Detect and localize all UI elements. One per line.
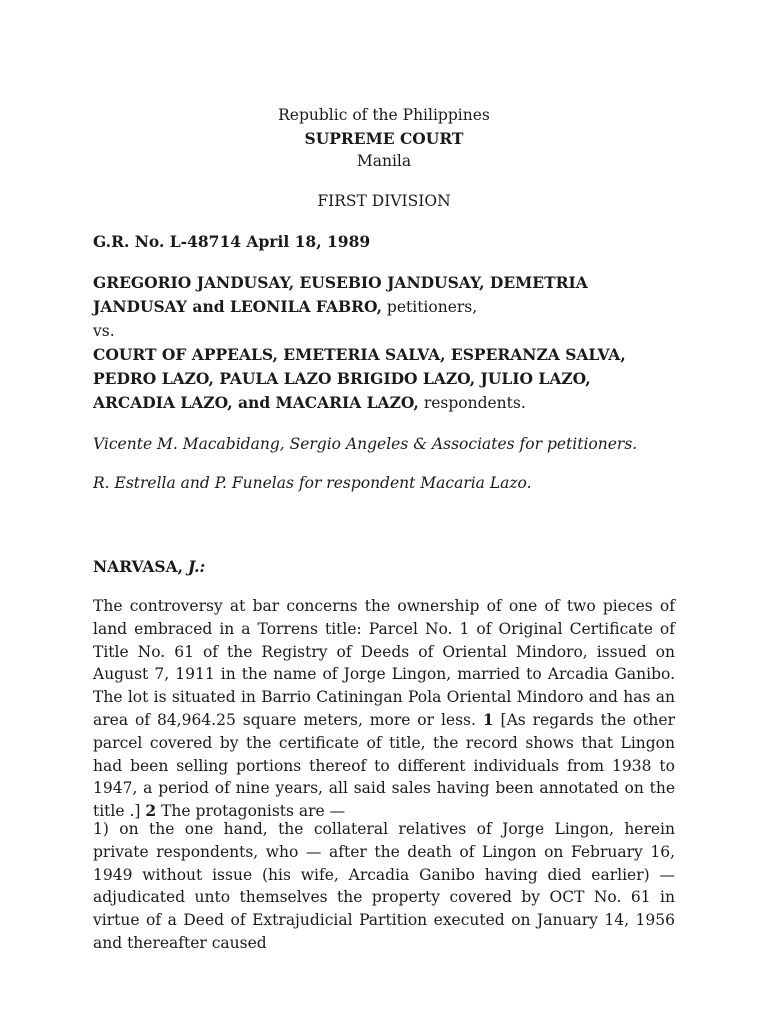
petitioners-names: GREGORIO JANDUSAY, EUSEBIO JANDUSAY, DEMETRIA JANDUSAY and LEONILA FABRO,	[93, 273, 588, 316]
versus-line: vs.	[93, 322, 115, 340]
case-number: G.R. No. L-48714 April 18, 1989	[93, 232, 371, 251]
ponente-title: J.:	[187, 557, 206, 576]
republic-line: Republic of the Philippines	[278, 106, 490, 124]
respondents-role: respondents.	[418, 394, 526, 412]
body-paragraph-1	[93, 595, 675, 823]
footnote-ref-1[interactable]: 1	[482, 709, 494, 729]
parties-block	[93, 271, 675, 415]
footnote-ref-2[interactable]: 2	[145, 801, 157, 821]
ponente-line	[93, 555, 675, 579]
respondents-names: COURT OF APPEALS, EMETERIA SALVA, ESPERANZA SALVA, PEDRO LAZO, PAULA LAZO BRIGIDO LAZO, JULIO LAZO, ARCADIA LAZO, and MACARIA LAZO,	[93, 345, 626, 412]
court-header	[93, 104, 675, 173]
ponente-name: NARVASA,	[93, 557, 183, 576]
division-line: FIRST DIVISION	[317, 192, 451, 210]
paragraph-1-text-c: The protagonists are —	[156, 802, 346, 821]
paragraph-1-text-a: The controversy at bar concerns the ownership of one of two pieces of land embraced in a Torrens title: Parcel No. 1 of Original Certificate of Title No. 61 of the Registry of Deeds of Oriental Mindoro, issued on August 7, 1911 in the name of Jorge Lingon, married to Arcadia Ganibo. The lot is situated in Barrio Catiningan Pola Oriental Mindoro and has an area of 84,964.25 square meters, more or less.	[93, 597, 675, 729]
counsel-respondent: R. Estrella and P. Funelas for respondent Macaria Lazo.	[93, 474, 532, 492]
petitioners-role: petitioners,	[382, 298, 478, 316]
court-name: SUPREME COURT	[304, 129, 464, 148]
body-paragraph-2: 1) on the one hand, the collateral relatives of Jorge Lingon, herein private respondents, who — after the death of Lingon on February 16, 1949 without issue (his wife, Arcadia Ganibo having died earlier) — adjudicated unto themselves the property covered by OCT No. 61 in virtue of a Deed of Extrajudicial Partition executed on January 14, 1956 and thereafter caused	[93, 820, 675, 952]
counsel-petitioners: Vicente M. Macabidang, Sergio Angeles & Associates for petitioners.	[93, 435, 638, 453]
city-line: Manila	[356, 152, 412, 170]
paragraph-1-text-b: [As regards the other parcel covered by the certificate of title, the record shows that Lingon had been selling portions thereof to different individuals from 1938 to 1947, a period of nine years, all said sales having been annotated on the title .]	[93, 710, 676, 821]
